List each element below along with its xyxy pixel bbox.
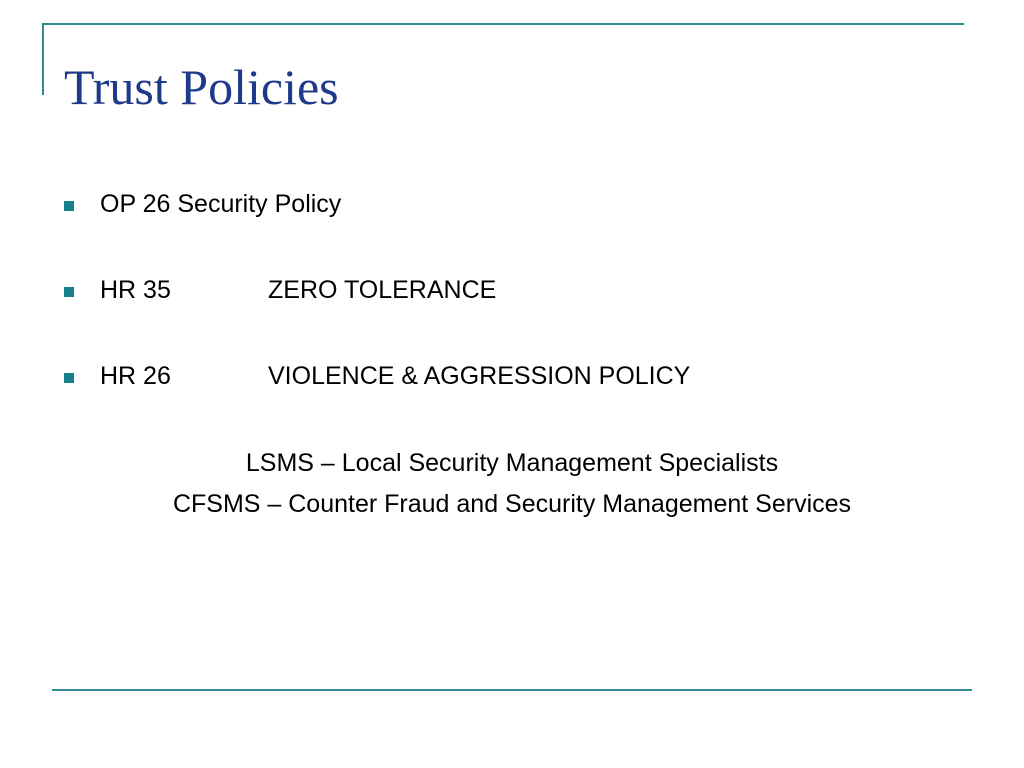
bottom-accent-line — [52, 689, 972, 691]
square-bullet-icon — [64, 373, 74, 383]
left-accent-line — [42, 23, 44, 95]
policy-code: HR 26 — [100, 362, 171, 390]
policy-description: VIOLENCE & AGGRESSION POLICY — [268, 362, 691, 390]
policy-code: HR 35 — [100, 276, 171, 304]
acronym-lsms: LSMS – Local Security Management Specialists — [245, 449, 779, 477]
policy-description: ZERO TOLERANCE — [268, 276, 497, 304]
slide-title: Trust Policies — [64, 59, 339, 115]
acronym-cfsms: CFSMS – Counter Fraud and Security Management Services — [172, 490, 852, 518]
bullet-text: OP 26 Security Policy — [100, 190, 342, 218]
square-bullet-icon — [64, 287, 74, 297]
top-accent-line — [42, 23, 964, 25]
square-bullet-icon — [64, 201, 74, 211]
